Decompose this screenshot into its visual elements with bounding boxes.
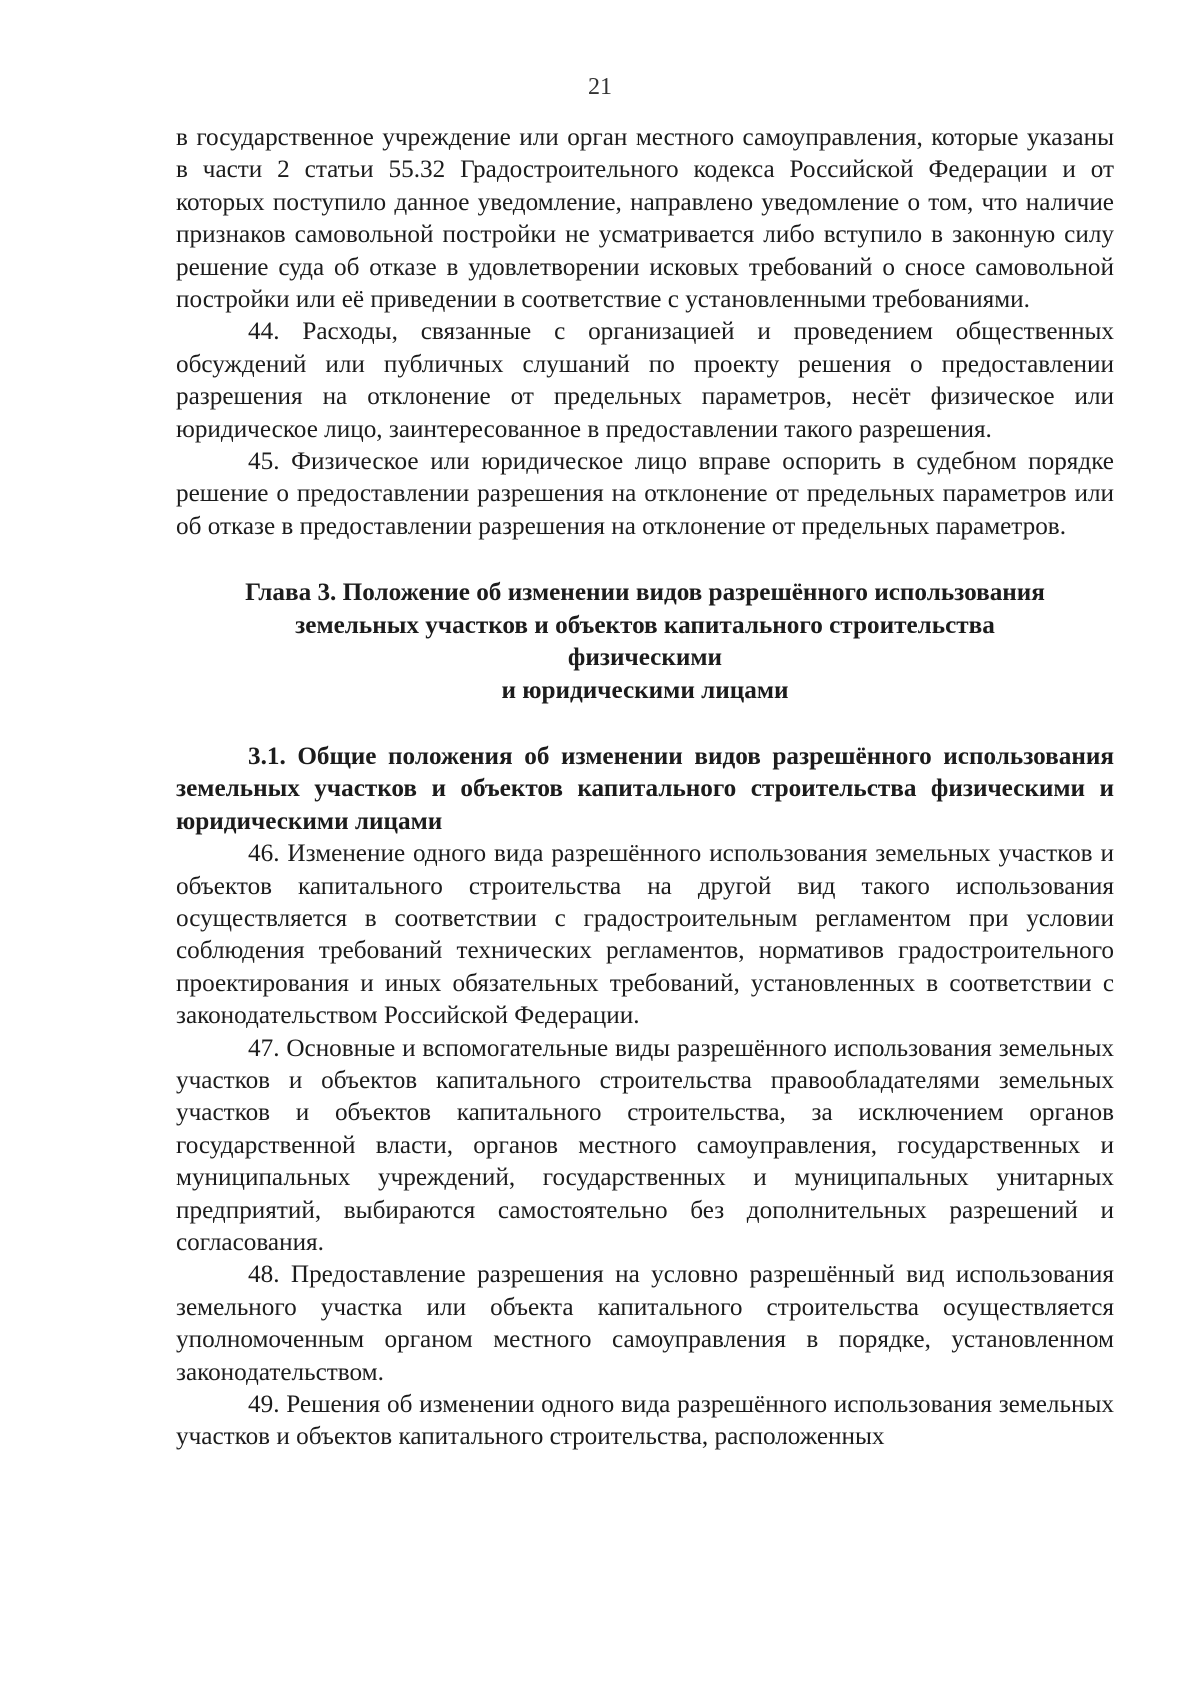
chapter-title [176, 577, 1114, 707]
chapter-title-line: Глава 3. Положение об изменении видов разрешённого использования [245, 579, 1045, 607]
paragraph-48: 48. Предоставление разрешения на условно разрешённый вид использования земельного участка или объекта капитального строительства осуществляется уполномоченным органом местного самоуправления в порядке, установленном законодательством. [176, 1261, 1114, 1386]
paragraph-46: 46. Изменение одного вида разрешённого использования земельных участков и объектов капитального строительства на другой вид такого использования осуществляется в соответствии с градостроительным регламентом при условии соблюдения требований технических регламентов, нормативов градостроительного проектирования и иных обязательных требований, установленных в соответствии с законодательством Российской Федерации. [176, 840, 1114, 1030]
chapter-title-line: и юридическими лицами [501, 676, 789, 704]
chapter-title-line: физическими [567, 644, 723, 672]
page-number: 21 [588, 74, 612, 100]
paragraph-45: 45. Физическое или юридическое лицо вправе оспорить в судебном порядке решение о предоставлении разрешения на отклонение от предельных параметров или об отказе в предоставлении разрешения на отклонение от предельных параметров. [176, 448, 1114, 540]
section-title: 3.1. Общие положения об изменении видов разрешённого использования земельных участков и объектов капитального строительства физическими и юридическими лицами [176, 742, 1114, 835]
paragraph-47: 47. Основные и вспомогательные виды разрешённого использования земельных участков и объектов капитального строительства правообладателями земельных участков и объектов капитального строительства, за исключением органов государственной власти, органов местного самоуправления, государственных и муниципальных учреждений, государственных и муниципальных унитарных предприятий, выбираются самостоятельно без дополнительных разрешений и согласования. [176, 1034, 1114, 1256]
document-body [176, 122, 1114, 1454]
paragraph-continuation: в государственное учреждение или орган местного самоуправления, которые указаны в части 2 статьи 55.32 Градостроительного кодекса Российской Федерации и от которых поступило данное уведомление, направлено уведомление о том, что наличие признаков самовольной постройки не усматривается либо вступило в законную силу решение суда об отказе в удовлетворении исковых требований о сносе самовольной постройки или её приведении в соответствие с установленными требованиями. [176, 124, 1114, 314]
paragraph-49: 49. Решения об изменении одного вида разрешённого использования земельных участков и объектов капитального строительства, расположенных [176, 1391, 1114, 1451]
chapter-title-line: земельных участков и объектов капитального строительства [295, 611, 995, 639]
paragraph-44: 44. Расходы, связанные с организацией и проведением общественных обсуждений или публичных слушаний по проекту решения о предоставлении разрешения на отклонение от предельных параметров, несёт физическое или юридическое лицо, заинтересованное в предоставлении такого разрешения. [176, 318, 1114, 443]
